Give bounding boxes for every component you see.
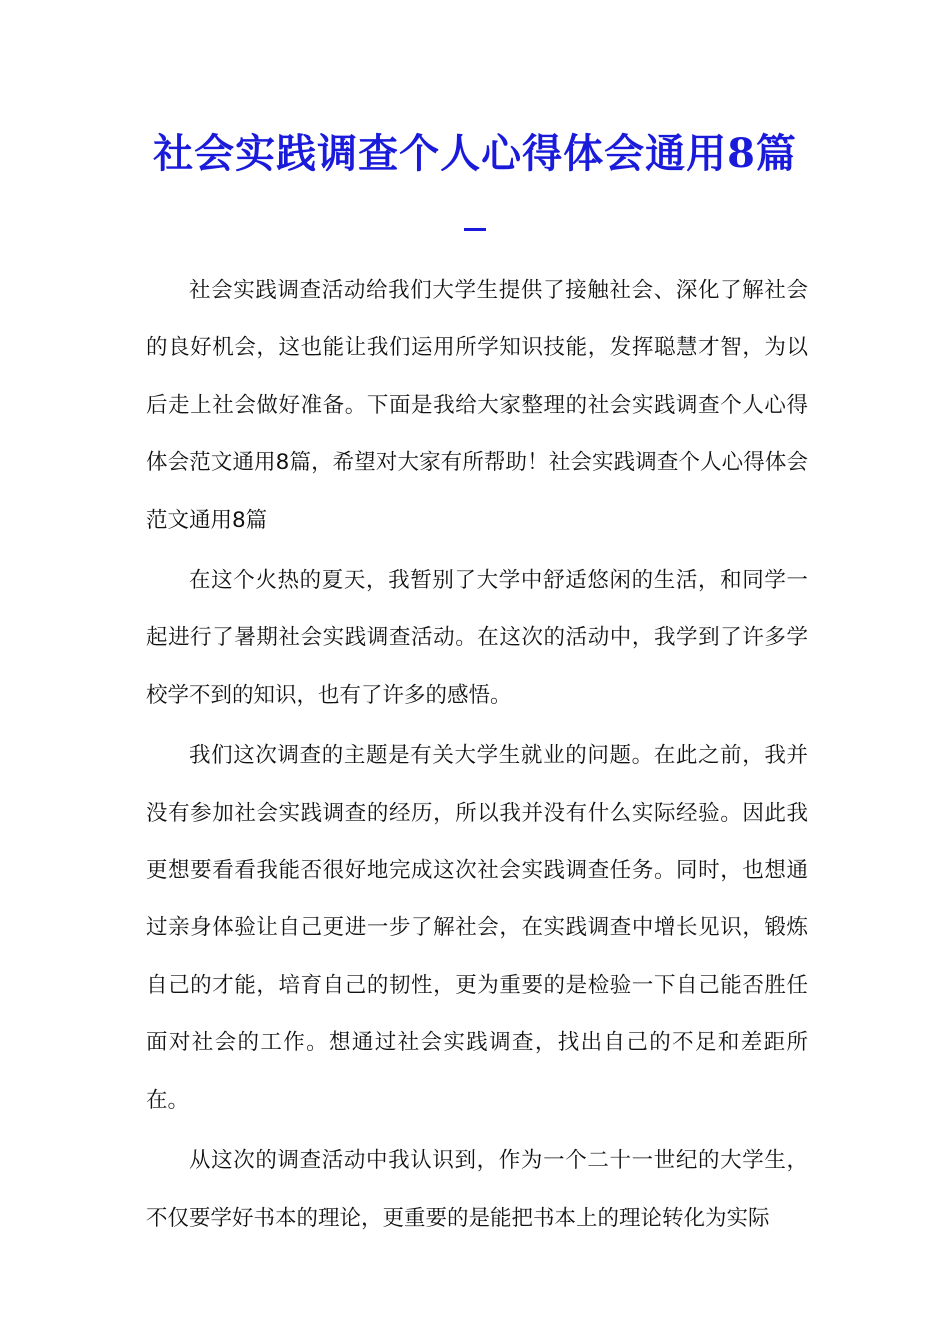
document-body (146, 262, 808, 1250)
paragraph-intro: 社会实践调查活动给我们大学生提供了接触社会、深化了解社会的良好机会，这也能让我们运用所学知识技能，发挥聪慧才智，为以后走上社会做好准备。下面是我给大家整理的社会实践调查个人心得体会范文通用8篇，希望对大家有所帮助！社会实践调查个人心得体会范文通用8篇 (146, 278, 808, 533)
paragraph-survey-theme: 我们这次调查的主题是有关大学生就业的问题。在此之前，我并没有参加社会实践调查的经历，所以我并没有什么实际经验。因此我更想要看看我能否很好地完成这次社会实践调查任务。同时，也想通过亲身体验让自己更进一步了解社会，在实践调查中增长见识，锻炼自己的才能，培育自己的韧性，更为重要的是检验一下自己能否胜任面对社会的工作。想通过社会实践调查，找出自己的不足和差距所在。 (146, 743, 808, 1113)
paragraph-realization: 从这次的调查活动中我认识到，作为一个二十一世纪的大学生，不仅要学好书本的理论，更重要的是能把书本上的理论转化为实际 (146, 1148, 808, 1231)
paragraph-summer-activity: 在这个火热的夏天，我暂别了大学中舒适悠闲的生活，和同学一起进行了暑期社会实践调查活动。在这次的活动中，我学到了许多学校学不到的知识，也有了许多的感悟。 (146, 568, 808, 708)
title-underline-dash (464, 228, 486, 231)
document-title: 社会实践调查个人心得体会通用8篇 (153, 130, 797, 177)
